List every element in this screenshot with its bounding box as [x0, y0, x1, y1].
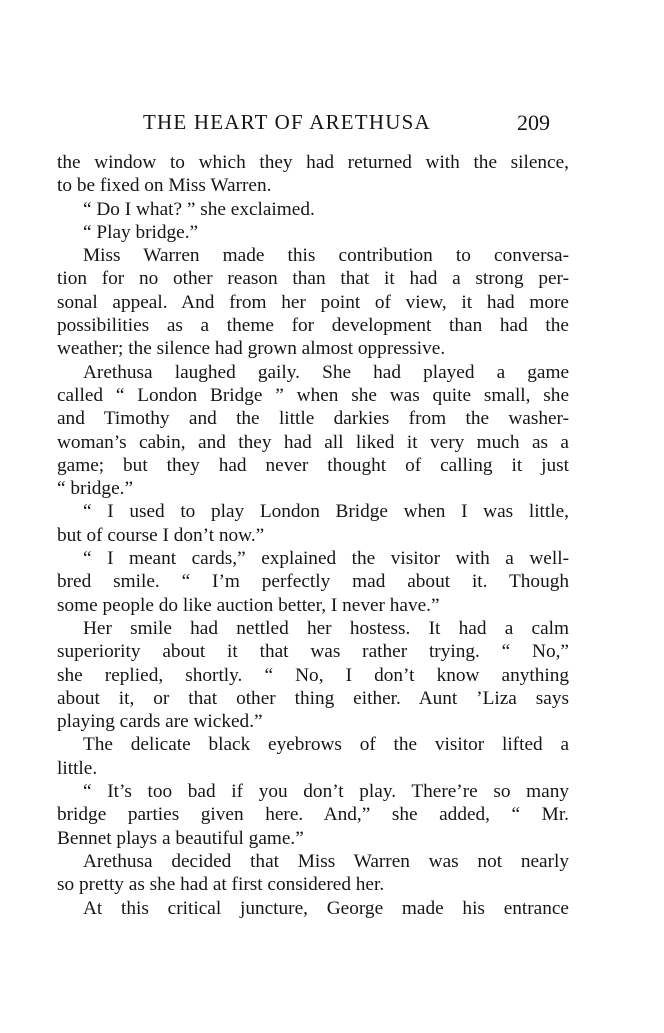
text-line: “ bridge.”	[57, 478, 134, 500]
text-line: “ Do I what? ” she exclaimed.	[83, 198, 315, 220]
page-number: 209	[517, 110, 550, 135]
text-line: called “ London Bridge ” when she was quite small, she	[57, 384, 569, 406]
text-line: but of course I don’t now.”	[57, 524, 265, 546]
text-line: the window to which they had returned with the silence,	[57, 152, 569, 173]
text-line: game; but they had never thought of calling it just	[57, 454, 569, 476]
text-line: little.	[57, 757, 98, 779]
text-line: possibilities as a theme for development than had the	[57, 315, 569, 337]
text-line: The delicate black eyebrows of the visitor lifted a	[83, 734, 569, 756]
running-title: THE HEART OF ARETHUSA	[143, 110, 431, 134]
text-line: playing cards are wicked.”	[57, 711, 263, 733]
body-text	[57, 151, 569, 920]
text-line: about it, or that other thing either. Aunt ’Liza says	[57, 687, 569, 709]
text-line: Her smile had nettled her hostess. It had a calm	[83, 617, 569, 639]
text-line: Arethusa decided that Miss Warren was not nearly	[83, 850, 569, 872]
text-line: some people do like auction better, I never have.”	[57, 594, 440, 616]
running-head	[0, 110, 664, 140]
text-line: to be fixed on Miss Warren.	[57, 175, 272, 197]
text-line: so pretty as she had at first considered her.	[57, 874, 385, 896]
text-line: woman’s cabin, and they had all liked it very much as a	[57, 431, 569, 453]
text-line: tion for no other reason than that it had a strong per-	[57, 268, 569, 290]
text-line: and Timothy and the little darkies from the washer-	[57, 408, 569, 430]
text-line: “ I used to play London Bridge when I was little,	[83, 501, 569, 523]
text-line: Miss Warren made this contribution to conversa-	[83, 245, 569, 267]
text-line: bred smile. “ I’m perfectly mad about it. Though	[57, 571, 569, 593]
text-line: “ I meant cards,” explained the visitor with a well-	[83, 548, 569, 570]
text-line: bridge parties given here. And,” she added, “ Mr.	[57, 804, 569, 826]
text-line: weather; the silence had grown almost oppressive.	[57, 338, 446, 360]
text-line: she replied, shortly. “ No, I don’t know anything	[57, 664, 569, 686]
text-line: sonal appeal. And from her point of view, it had more	[57, 291, 569, 313]
text-line: “ Play bridge.”	[83, 221, 199, 243]
text-line: Bennet plays a beautiful game.”	[57, 827, 304, 849]
text-line: superiority about it that was rather trying. “ No,”	[57, 641, 569, 663]
text-line: “ It’s too bad if you don’t play. There’re so many	[83, 781, 569, 803]
text-line: Arethusa laughed gaily. She had played a game	[83, 361, 569, 383]
text-line: At this critical juncture, George made his entrance	[83, 897, 569, 919]
